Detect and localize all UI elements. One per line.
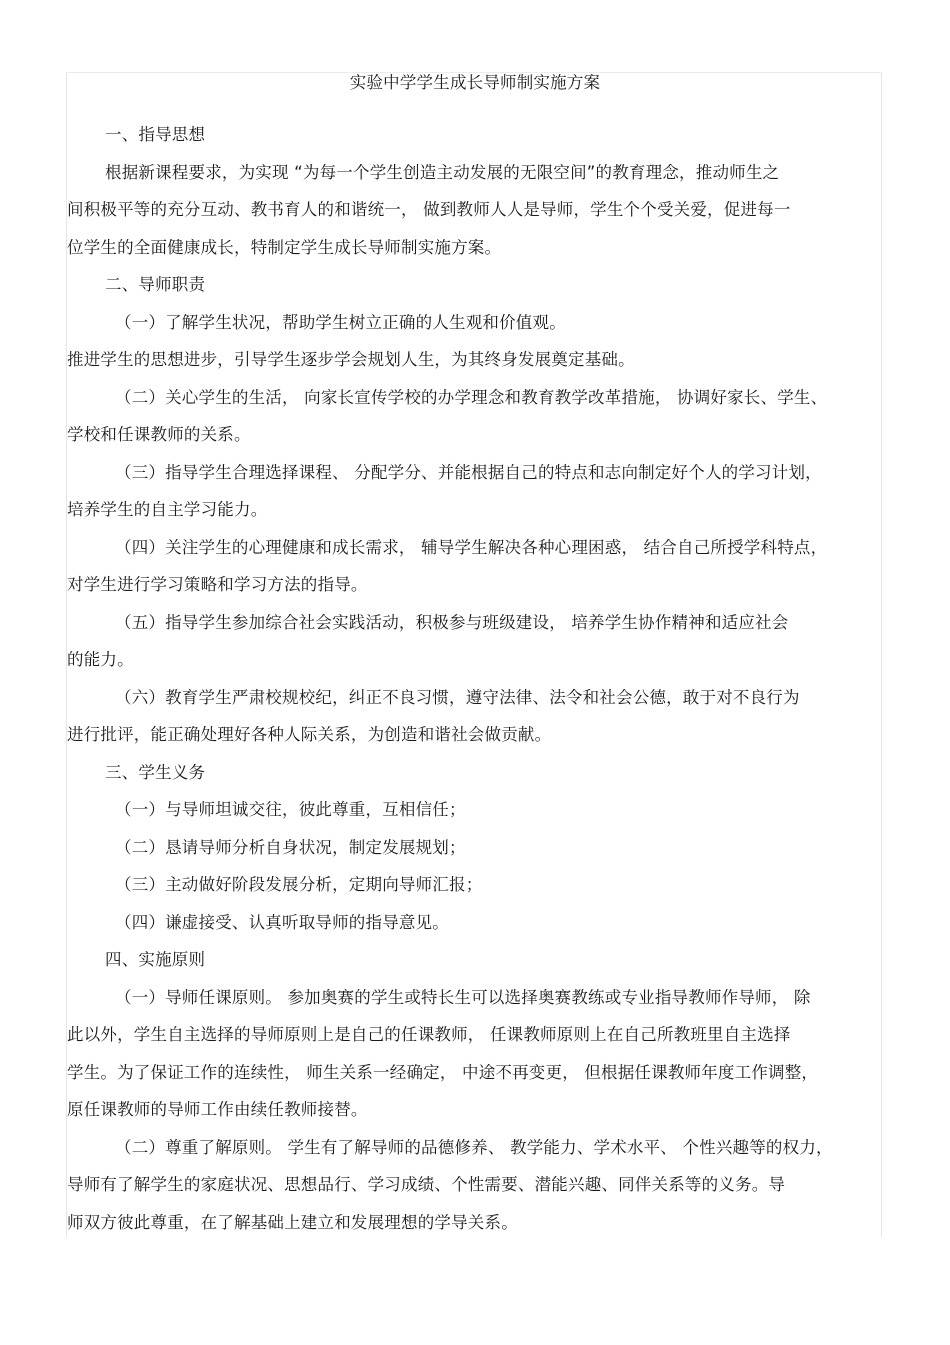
paragraph-line: 学生。为了保证工作的连续性， 师生关系一经确定， 中途不再变更， 但根据任课教师年度工作调整， <box>67 1062 819 1082</box>
paragraph-line: 对学生进行学习策略和学习方法的指导。 <box>67 575 368 594</box>
list-item: （三）主动做好阶段发展分析，定期向导师汇报； <box>115 875 483 894</box>
list-item: （一）了解学生状况，帮助学生树立正确的人生观和价值观。 <box>115 312 566 332</box>
list-item: （四）关注学生的心理健康和成长需求， 辅导学生解决各种心理困惑， 结合自己所授学科特点， <box>115 537 828 557</box>
list-item: （二）恳请导师分析自身状况，制定发展规划； <box>115 837 466 857</box>
section-heading: 三、学生义务 <box>105 762 206 782</box>
list-item: （一）与导师坦诚交往，彼此尊重，互相信任； <box>115 800 466 819</box>
list-item: （一）导师任课原则。 参加奥赛的学生或特长生可以选择奥赛教练或专业指导教师作导师， 除 <box>115 987 811 1007</box>
list-item: （二）尊重了解原则。 学生有了解导师的品德修养、 教学能力、学术水平、 个性兴趣等的权力， <box>115 1137 833 1157</box>
paragraph-line: 学校和任课教师的关系。 <box>67 425 251 444</box>
paragraph-line: 间积极平等的充分互动、教书育人的和谐统一， 做到教师人人是导师，学生个个受关爱，促进每一 <box>67 200 791 219</box>
section-heading: 二、导师职责 <box>105 275 206 294</box>
paragraph-line: 推进学生的思想进步，引导学生逐步学会规划人生，为其终身发展奠定基础。 <box>67 350 635 369</box>
list-item: （五）指导学生参加综合社会实践活动，积极参与班级建设， 培养学生协作精神和适应社会 <box>115 612 789 632</box>
paragraph-line: 导师有了解学生的家庭状况、思想品行、学习成绩、个性需要、潜能兴趣、同伴关系等的义务。导 <box>67 1175 786 1194</box>
section-heading: 四、实施原则 <box>105 950 206 969</box>
section-heading: 一、指导思想 <box>105 125 206 144</box>
paragraph-line: 此以外，学生自主选择的导师原则上是自己的任课教师， 任课教师原则上在自己所教班里自主选择 <box>67 1025 791 1044</box>
list-item: （四）谦虚接受、认真听取导师的指导意见。 <box>115 912 449 932</box>
list-item: （三）指导学生合理选择课程、 分配学分、并能根据自己的特点和志向制定好个人的学习计划， <box>115 462 822 482</box>
list-item: （六）教育学生严肃校规校纪，纠正不良习惯，遵守法律、法令和社会公德，敢于对不良行为 <box>115 687 800 707</box>
paragraph-line: 培养学生的自主学习能力。 <box>67 500 268 519</box>
list-item: （二）关心学生的生活， 向家长宣传学校的办学理念和教育教学改革措施， 协调好家长、学生、 <box>115 387 828 407</box>
paragraph-line: 进行批评，能正确处理好各种人际关系，为创造和谐社会做贡献。 <box>67 725 552 744</box>
paragraph-line: 原任课教师的导师工作由续任教师接替。 <box>67 1100 368 1119</box>
paragraph-line: 位学生的全面健康成长，特制定学生成长导师制实施方案。 <box>67 237 502 257</box>
paragraph-line: 根据新课程要求，为实现 “为每一个学生创造主动发展的无限空间”的教育理念，推动师生之 <box>105 162 780 182</box>
document-body <box>67 68 883 1241</box>
paragraph-line: 师双方彼此尊重，在了解基础上建立和发展理想的学导关系。 <box>67 1212 518 1232</box>
document-title: 实验中学学生成长导师制实施方案 <box>349 73 601 92</box>
paragraph-line: 的能力。 <box>67 650 134 669</box>
